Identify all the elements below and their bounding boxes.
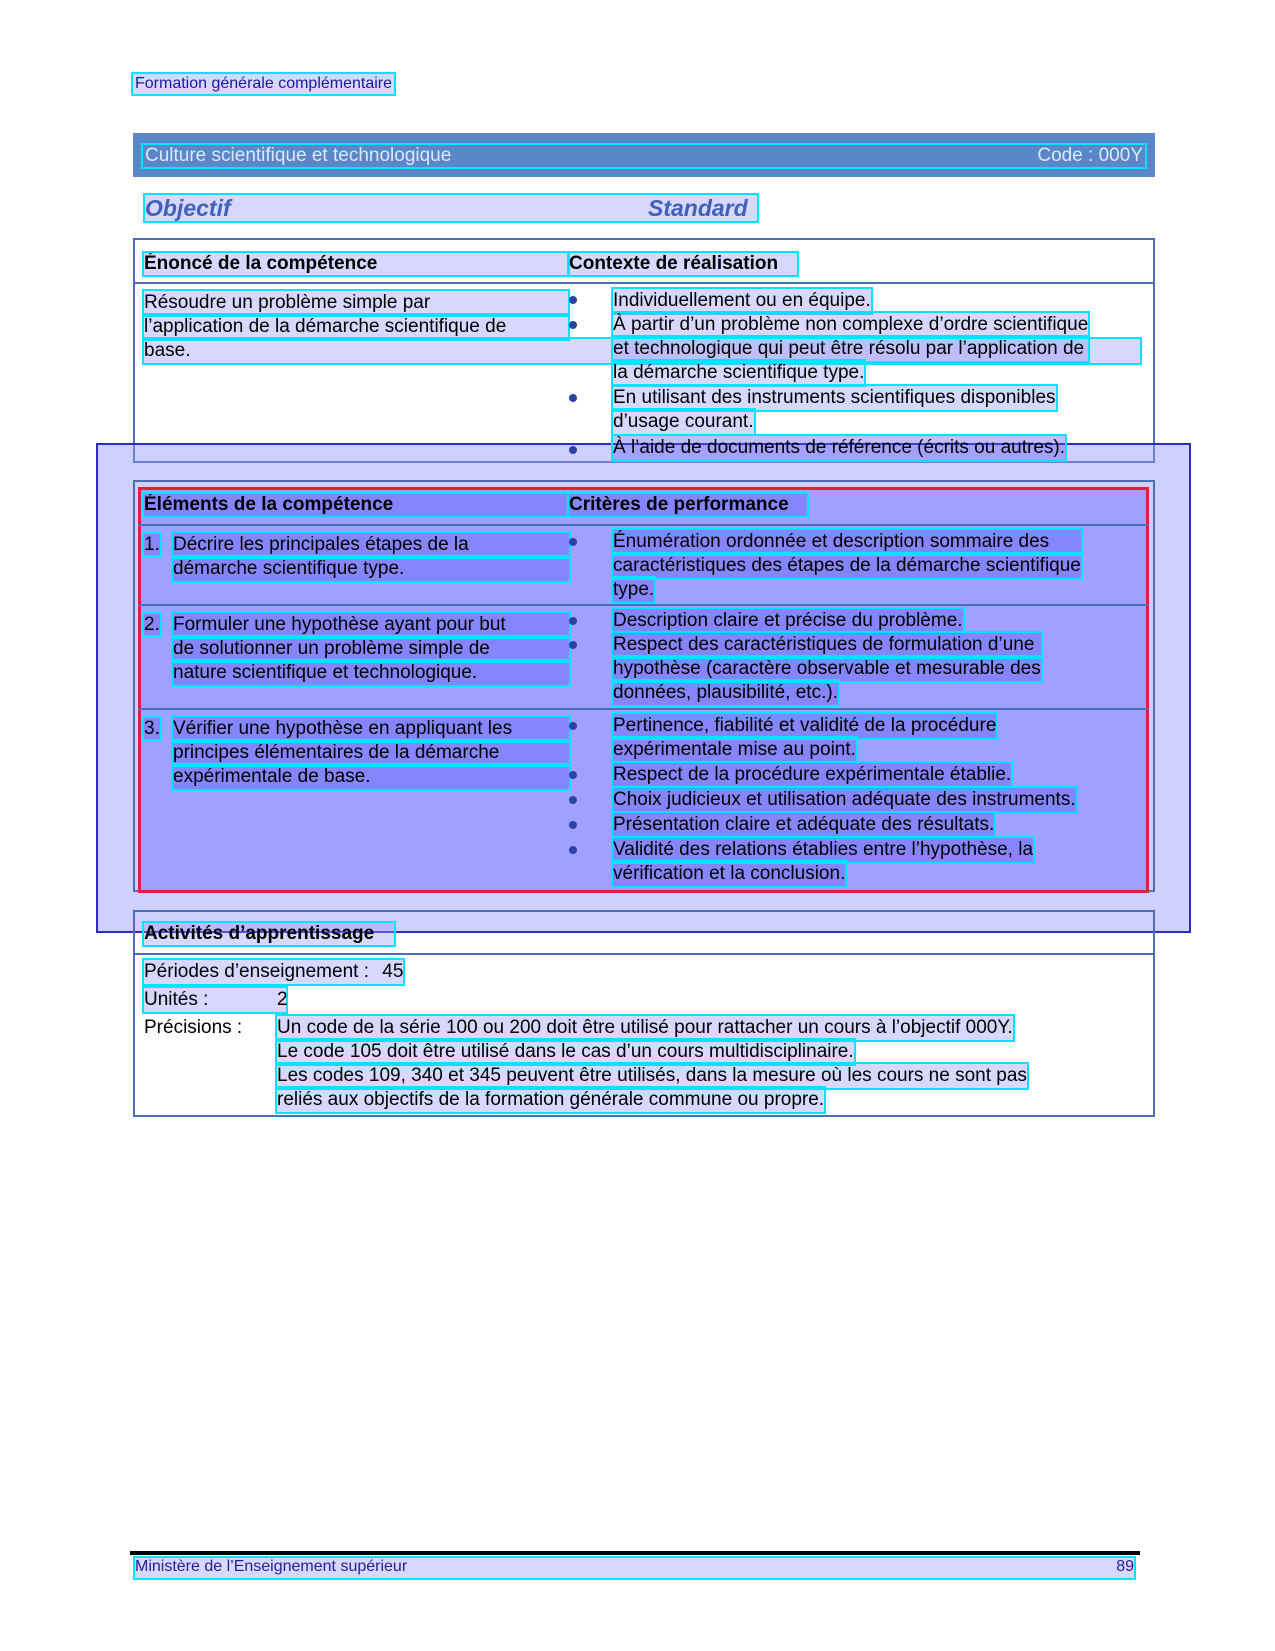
element-number: 1.	[144, 534, 160, 555]
context-item: Individuellement ou en équipe.	[613, 290, 871, 311]
precision-line: Le code 105 doit être utilisé dans le cas d’un cours multidisciplinaire.	[277, 1041, 854, 1062]
statement-heading: Énoncé de la compétence	[144, 253, 568, 275]
periods-label: Périodes d’enseignement :	[144, 961, 369, 982]
bullet-icon	[569, 617, 577, 625]
criteria-heading: Critères de performance	[569, 494, 807, 516]
bullet-icon	[569, 641, 577, 649]
page-footer	[135, 1558, 1134, 1578]
periods-line	[144, 960, 403, 984]
bullet-icon	[569, 771, 577, 779]
element-line: nature scientifique et technologique.	[173, 661, 569, 685]
units-line	[144, 988, 286, 1012]
criterion-item: Choix judicieux et utilisation adéquate des instruments.	[613, 789, 1076, 810]
context-item: À l’aide de documents de référence (écrits ou autres).	[613, 437, 1066, 458]
bullet-icon	[569, 446, 577, 454]
context-line: et technologique qui peut être résolu par l’application de	[613, 337, 1088, 361]
bullet-icon	[569, 394, 577, 402]
footer-rule	[130, 1551, 1140, 1555]
criterion-item: Description claire et précise du problème.	[613, 610, 963, 631]
page-number: 89	[1116, 1558, 1134, 1575]
criterion-line: données, plausibilité, etc.).	[613, 682, 838, 703]
context-item	[613, 386, 1056, 434]
course-title: Culture scientifique et technologique	[145, 145, 452, 166]
context-line: À partir d’un problème non complexe d’ordre scientifique	[613, 314, 1089, 335]
criterion-item: Respect de la procédure expérimentale établie.	[613, 764, 1012, 785]
bullet-icon	[569, 538, 577, 546]
precision-line: reliés aux objectifs de la formation générale commune ou propre.	[277, 1089, 825, 1110]
element-line: Formuler une hypothèse ayant pour but	[173, 613, 569, 637]
statement-line: Résoudre un problème simple par	[144, 291, 568, 315]
criterion-item	[613, 838, 1033, 886]
elements-heading: Éléments de la compétence	[144, 494, 568, 516]
bullet-icon	[569, 846, 577, 854]
criterion-item	[613, 714, 996, 762]
element-row-3	[144, 717, 513, 787]
bullet-icon	[569, 296, 577, 304]
criterion-line: Respect des caractéristiques de formulation d’une	[613, 633, 1041, 657]
objective-standard-row	[145, 195, 757, 221]
criterion-item: Présentation claire et adéquate des résultats.	[613, 814, 995, 835]
element-line: principes élémentaires de la démarche	[173, 741, 569, 765]
criterion-line: Validité des relations établies entre l’hypothèse, la	[613, 839, 1034, 860]
criterion-line: type.	[613, 579, 655, 600]
context-heading: Contexte de réalisation	[569, 253, 797, 275]
element-line: expérimentale de base.	[173, 765, 569, 789]
statement-line: base.	[144, 339, 1140, 363]
criterion-line: hypothèse (caractère observable et mesurable des	[613, 658, 1041, 679]
precisions-label: Précisions :	[144, 1017, 243, 1038]
standard-label: Standard	[648, 195, 748, 221]
precision-line: Un code de la série 100 ou 200 doit être utilisé pour rattacher un cours à l’objectif 000Y.	[277, 1017, 1013, 1038]
footer-ministry: Ministère de l’Enseignement supérieur	[135, 1558, 408, 1575]
criterion-item	[613, 530, 1081, 602]
context-line: En utilisant des instruments scientifiques disponibles	[613, 387, 1056, 408]
bullet-icon	[569, 321, 577, 329]
element-number: 3.	[144, 718, 160, 739]
context-item	[613, 313, 1088, 385]
statement-line: l’application de la démarche scientifique de	[144, 315, 568, 339]
precision-line: Les codes 109, 340 et 345 peuvent être utilisés, dans la mesure où les cours ne sont pas	[277, 1065, 1027, 1086]
criterion-line: expérimentale mise au point.	[613, 739, 856, 760]
criterion-line: vérification et la conclusion.	[613, 863, 846, 884]
context-line: d’usage courant.	[613, 411, 754, 432]
element-number: 2.	[144, 614, 160, 635]
bullet-icon	[569, 796, 577, 804]
bullet-icon	[569, 821, 577, 829]
course-code: Code : 000Y	[1037, 145, 1143, 166]
document-header: Formation générale complémentaire	[135, 75, 393, 92]
criterion-line: Énumération ordonnée et description sommaire des	[613, 530, 1081, 554]
objective-label: Objectif	[145, 195, 231, 221]
element-row-1	[144, 533, 469, 579]
element-row-2	[144, 613, 506, 683]
element-line: Décrire les principales étapes de la	[173, 533, 569, 557]
element-line: de solutionner un problème simple de	[173, 637, 569, 661]
periods-value: 45	[382, 961, 404, 982]
element-line: Vérifier une hypothèse en appliquant les	[173, 717, 569, 741]
activities-heading: Activités d’apprentissage	[144, 923, 394, 945]
units-value: 2	[277, 989, 288, 1010]
criterion-line: caractéristiques des étapes de la démarche scientifique	[613, 555, 1081, 576]
criterion-line: Pertinence, fiabilité et validité de la procédure	[613, 715, 997, 736]
bullet-icon	[569, 722, 577, 730]
criterion-item	[613, 633, 1041, 705]
title-bar	[133, 133, 1155, 177]
context-line: la démarche scientifique type.	[613, 362, 865, 383]
element-line: démarche scientifique type.	[173, 557, 569, 581]
precisions-list	[277, 1016, 1027, 1112]
units-label: Unités :	[144, 989, 209, 1010]
